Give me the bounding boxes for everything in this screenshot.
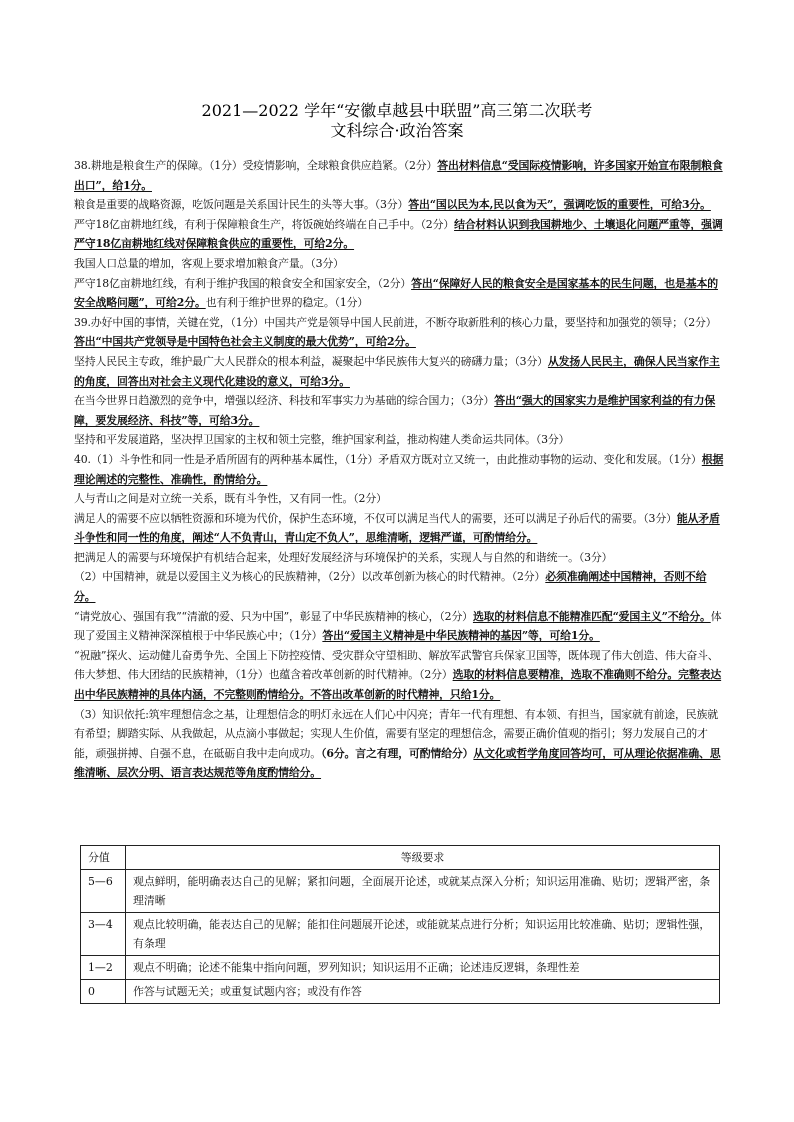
q38-scoring-note-5: 答出“保障好人民的粮食安全是国家基本的民生问题，也是基本的安全战略问题”，可给2分。 bbox=[74, 276, 718, 310]
q39-scoring-note-1: 答出“中国共产党领导是中国特色社会主义制度的最大优势”，可给2分。 bbox=[74, 335, 416, 349]
grading-row bbox=[81, 870, 720, 913]
q39-paragraph-1 bbox=[74, 313, 724, 352]
q40-point-7: “祝融”探火、运动健儿奋勇争先、全国上下防控疫情、受灾群众守望相助、解放军武警官兵保家卫国等，既体现了伟大创造、伟大奋斗、伟大梦想、伟大团结的民族精神，（1分）也蕴含着改革创新的时代精神。（2分） bbox=[74, 648, 719, 682]
q39-paragraph-3 bbox=[74, 391, 724, 430]
grading-row-requirement: 观点不明确；论述不能集中指向问题，罗列知识；知识运用不正确；论述违反逻辑，条理性差 bbox=[126, 956, 720, 980]
q40-point-3: 满足人的需要不应以牺牲资源和环境为代价，保护生态环境，不仅可以满足当代人的需要，还可以满足子孙后代的需要。（3分） bbox=[74, 511, 677, 525]
q40-score-note-8: （6分。言之有理，可酌情给分） bbox=[321, 746, 474, 760]
q40-point-2: 人与青山之间是对立统一关系，既有斗争性，又有同一性。（2分） bbox=[74, 492, 387, 506]
grading-row bbox=[81, 956, 720, 980]
q38-paragraph-4 bbox=[74, 254, 724, 274]
q39-point-3: 在当今世界日趋激烈的竞争中，增强以经济、科技和军事实力为基础的综合国力；（3分） bbox=[74, 394, 495, 408]
grading-row bbox=[81, 913, 720, 956]
q38-point-5-extra: 也有利于维护世界的稳定。（1分） bbox=[205, 296, 369, 310]
q40-paragraph-7 bbox=[74, 646, 724, 705]
q40-scoring-note-3: 能从矛盾斗争性和同一性的角度，阐述“人不负青山，青山定不负人”，思维清晰，逻辑严谨，可酌情给分。 bbox=[74, 511, 720, 545]
q39-scoring-note-3: 答出“强大的国家实力是维护国家利益的有力保障，要发展经济、科技”等，可给3分。 bbox=[74, 394, 716, 427]
q39-paragraph-4 bbox=[74, 430, 724, 450]
q38-scoring-note-3: 结合材料认识到我国耕地少、土壤退化问题严重等，强调严守18亿亩耕地红线对保障粮食供应的重要性，可给2分。 bbox=[74, 217, 723, 251]
q39-point-4: 坚持和平发展道路，坚决捍卫国家的主权和领土完整，维护国家利益，推动构建人类命运共同体。（3分） bbox=[74, 433, 570, 447]
grading-row bbox=[81, 980, 720, 1004]
q38-point-1: 38.耕地是粮食生产的保障。（1分）受疫情影响，全球粮食供应趋紧。（2分） bbox=[74, 159, 438, 172]
q40-paragraph-5 bbox=[74, 567, 724, 606]
q38-paragraph-2 bbox=[74, 195, 724, 215]
grading-row-requirement: 观点鲜明，能明确表达自己的见解；紧扣问题，全面展开论述，或就某点深入分析；知识运用准确、贴切；逻辑严密，条理清晰 bbox=[126, 870, 720, 913]
q39-scoring-note-2: 从发扬人民民主，确保人民当家作主的角度，回答出对社会主义现代化建设的意义，可给3分。 bbox=[74, 354, 720, 388]
q40-point-4: 把满足人的需要与环境保护有机结合起来，处理好发展经济与环境保护的关系，实现人与自然的和谐统一。（3分） bbox=[74, 550, 613, 564]
page-title: 2021—2022 学年“安徽卓越县中联盟”高三第二次联考 bbox=[201, 101, 593, 120]
q38-scoring-note-1: 答出材料信息“受国际疫情影响，许多国家开始宣布限制粮食出口”，给1分。 bbox=[74, 159, 723, 192]
grading-header-score: 分值 bbox=[81, 846, 126, 870]
q40-point-5: （2）中国精神，就是以爱国主义为核心的民族精神，（2分）以改革创新为核心的时代精神。（2分） bbox=[74, 570, 546, 584]
q40-paragraph-2 bbox=[74, 489, 724, 509]
q40-point-6: “请党放心、强国有我”“清澈的爱、只为中国”，彰显了中华民族精神的核心，（2分） bbox=[74, 609, 473, 623]
q40-point-1: 40.（1）斗争性和同一性是矛盾所固有的两种基本属性，（1分）矛盾双方既对立又统一，由此推动事物的运动、变化和发展。（1分） bbox=[74, 452, 702, 466]
grading-row-score: 0 bbox=[81, 980, 126, 1004]
q40-point-8: （3）知识依托:筑牢理想信念之基，让理想信念的明灯永远在人们心中闪亮；青年一代有理想、有本领、有担当，国家就有前途，民族就有希望；脚踏实际、从我做起，从点滴小事做起；实现人生价值，需要有坚定的理想信念，需要正确价值观的指引；努力发展自己的才能，顽强拼搏、自强不息，在砥砺自我中走向成功。 bbox=[74, 707, 719, 760]
q38-point-5: 严守18亿亩耕地红线，有利于维护我国的粮食安全和国家安全，（2分） bbox=[74, 276, 412, 290]
q39-point-1: 39.办好中国的事情，关键在党，（1分）中国共产党是领导中国人民前进，不断夺取新胜利的核心力量，要坚持和加强党的领导；（2分） bbox=[74, 315, 717, 329]
q40-scoring-note-1: 根据理论阐述的完整性、准确性，酌情给分。 bbox=[74, 452, 724, 486]
q40-paragraph-6 bbox=[74, 607, 724, 646]
q38-paragraph-1 bbox=[74, 156, 724, 195]
q40-paragraph-8 bbox=[74, 705, 724, 783]
grading-row-requirement: 观点比较明确，能表达自己的见解；能扣住问题展开论述，或能就某点进行分析；知识运用比较准确、贴切；逻辑性强，有条理 bbox=[126, 913, 720, 956]
q40-paragraph-3 bbox=[74, 509, 724, 548]
grading-header-requirement: 等级要求 bbox=[126, 846, 720, 870]
q39-point-2: 坚持人民民主专政，维护最广大人民群众的根本利益，凝聚起中华民族伟大复兴的磅礴力量；（3分） bbox=[74, 354, 548, 368]
q38-scoring-note-2: 答出“国以民为本,民以食为天”，强调吃饭的重要性，可给3分。 bbox=[408, 198, 711, 212]
q38-point-4: 我国人口总量的增加，客观上要求增加粮食产量。（3分） bbox=[74, 256, 344, 270]
grading-row-score: 1—2 bbox=[81, 956, 126, 980]
grading-row-requirement: 作答与试题无关；或重复试题内容；或没有作答 bbox=[126, 980, 720, 1004]
q40-scoring-note-6a: 选取的材料信息不能精准匹配“爱国主义”不给分。 bbox=[472, 609, 711, 623]
grading-row-score: 5—6 bbox=[81, 870, 126, 913]
q40-scoring-note-8: 从文化或哲学角度回答均可，可从理论依据准确、思维清晰、层次分明、语言表达规范等角度酌情给分。 bbox=[74, 746, 721, 780]
q40-paragraph-1 bbox=[74, 450, 724, 489]
page-subtitle: 文科综合·政治答案 bbox=[330, 121, 464, 140]
answer-content bbox=[74, 156, 724, 783]
q38-paragraph-3 bbox=[74, 215, 724, 254]
grading-table bbox=[80, 845, 720, 1004]
q40-scoring-note-5: 必须准确阐述中国精神，否则不给分。 bbox=[74, 570, 707, 604]
q40-paragraph-4 bbox=[74, 548, 724, 568]
q40-scoring-note-7: 选取的材料信息要精准，选取不准确则不给分。完整表达出中华民族精神的具体内涵，不完整则酌情给分。不答出改革创新的时代精神，只给1分。 bbox=[74, 668, 722, 702]
q39-paragraph-2 bbox=[74, 352, 724, 391]
q38-point-3: 严守18亿亩耕地红线，有利于保障粮食生产，将饭碗始终端在自己手中。（2分） bbox=[74, 217, 455, 231]
q38-paragraph-5 bbox=[74, 274, 724, 313]
grading-row-score: 3—4 bbox=[81, 913, 126, 956]
q40-point-6-extra: 体现了爱国主义精神深深植根于中华民族心中；（1分） bbox=[74, 609, 722, 643]
grading-table-header bbox=[81, 846, 720, 870]
q40-scoring-note-6b: 答出“爱国主义精神是中华民族精神的基因”等，可给1分。 bbox=[322, 629, 600, 643]
q38-point-2: 粮食是重要的战略资源，吃饭问题是关系国计民生的头等大事。（3分） bbox=[74, 198, 409, 212]
